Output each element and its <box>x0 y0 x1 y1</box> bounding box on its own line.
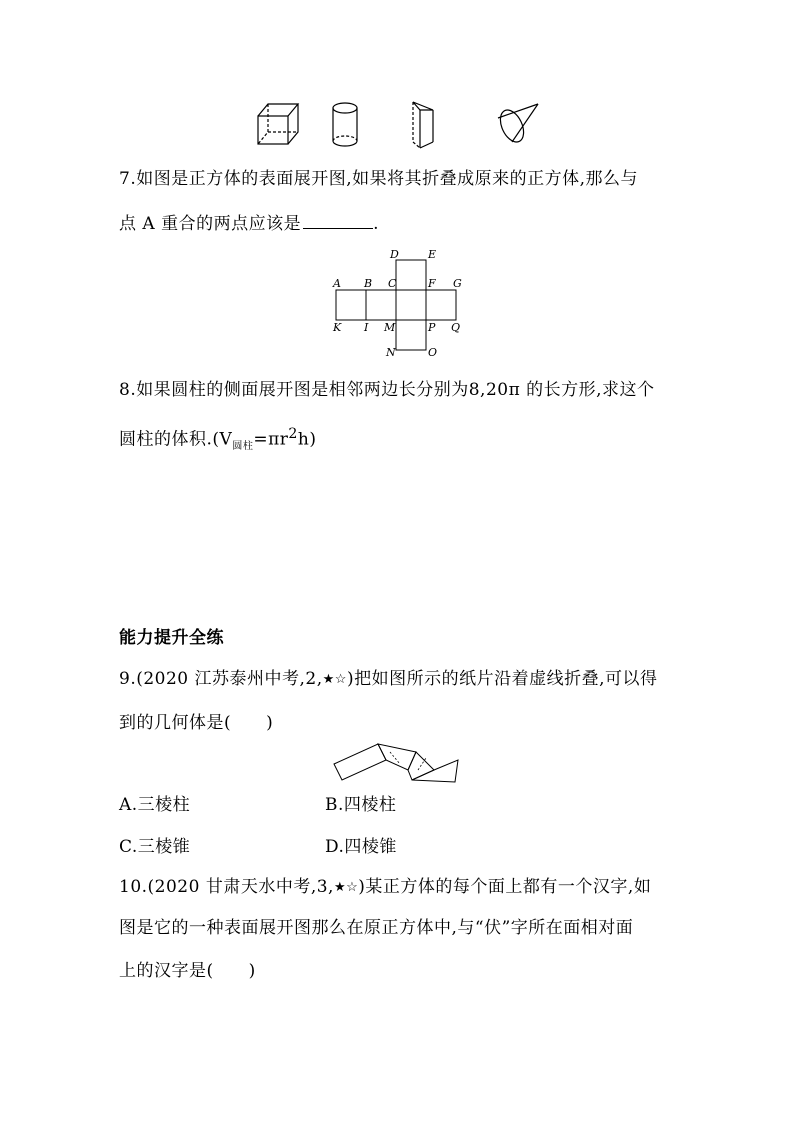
option-c[interactable]: C.三棱锥 <box>119 837 191 857</box>
solids-figure <box>250 98 550 150</box>
q7-line2-period: . <box>373 214 379 234</box>
cuboid-shape <box>258 104 298 144</box>
q10-source: 10.(2020 甘肃天水中考,3, <box>119 877 334 897</box>
q8-subscript: 圆柱 <box>232 441 254 453</box>
cube-net-figure <box>325 245 475 360</box>
q10-line2: 图是它的一种表面展开图那么在原正方体中,与“伏”字所在面相对面 <box>119 918 634 938</box>
q9-text: )把如图所示的纸片沿着虚线折叠,可以得 <box>346 669 658 689</box>
label-C: C <box>388 277 397 290</box>
label-G: G <box>453 277 462 290</box>
label-P: P <box>428 321 436 334</box>
q7-line2-text: 点 A 重合的两点应该是 <box>119 214 302 234</box>
q8-line1: 8.如果圆柱的侧面展开图是相邻两边长分别为8,20π 的长方形,求这个 <box>119 380 655 400</box>
option-b[interactable]: B.四棱柱 <box>325 795 397 815</box>
cylinder-shape <box>333 103 357 146</box>
triangular-prism-shape <box>413 102 433 148</box>
option-a[interactable]: A.三棱柱 <box>119 795 191 815</box>
q9-source: 9.(2020 江苏泰州中考,2, <box>119 669 323 689</box>
q9-line2: 到的几何体是( ) <box>119 713 274 733</box>
label-A: A <box>333 277 341 290</box>
q8-text-b: =πr <box>253 429 289 450</box>
label-N: N <box>386 346 396 359</box>
difficulty-stars-icon: ★☆ <box>333 880 359 895</box>
folding-paper-figure <box>330 740 468 786</box>
label-O: O <box>428 346 438 359</box>
q8-line2 <box>119 423 316 458</box>
q10-text: )某正方体的每个面上都有一个汉字,如 <box>358 877 652 897</box>
label-I: I <box>364 321 369 334</box>
q7-line1: 7.如图是正方体的表面展开图,如果将其折叠成原来的正方体,那么与 <box>119 169 639 189</box>
label-B: B <box>364 277 373 290</box>
difficulty-stars-icon: ★☆ <box>322 672 347 687</box>
label-M: M <box>384 321 396 334</box>
q7-line2 <box>119 212 379 235</box>
cone-shape <box>496 104 538 146</box>
option-d[interactable]: D.四棱锥 <box>325 837 397 857</box>
label-F: F <box>428 277 436 290</box>
label-Q: Q <box>451 321 461 334</box>
section-title: 能力提升全练 <box>119 628 224 648</box>
q9-line1 <box>119 668 658 691</box>
q10-line3: 上的汉字是( ) <box>119 961 256 981</box>
label-D: D <box>390 248 399 261</box>
q8-superscript: 2 <box>288 426 298 442</box>
label-E: E <box>428 248 437 261</box>
q10-line1 <box>119 876 651 899</box>
q8-text-a: 圆柱的体积.(V <box>119 429 233 450</box>
answer-blank[interactable] <box>303 212 373 229</box>
label-K: K <box>333 321 342 334</box>
q8-text-c: h) <box>297 429 317 450</box>
